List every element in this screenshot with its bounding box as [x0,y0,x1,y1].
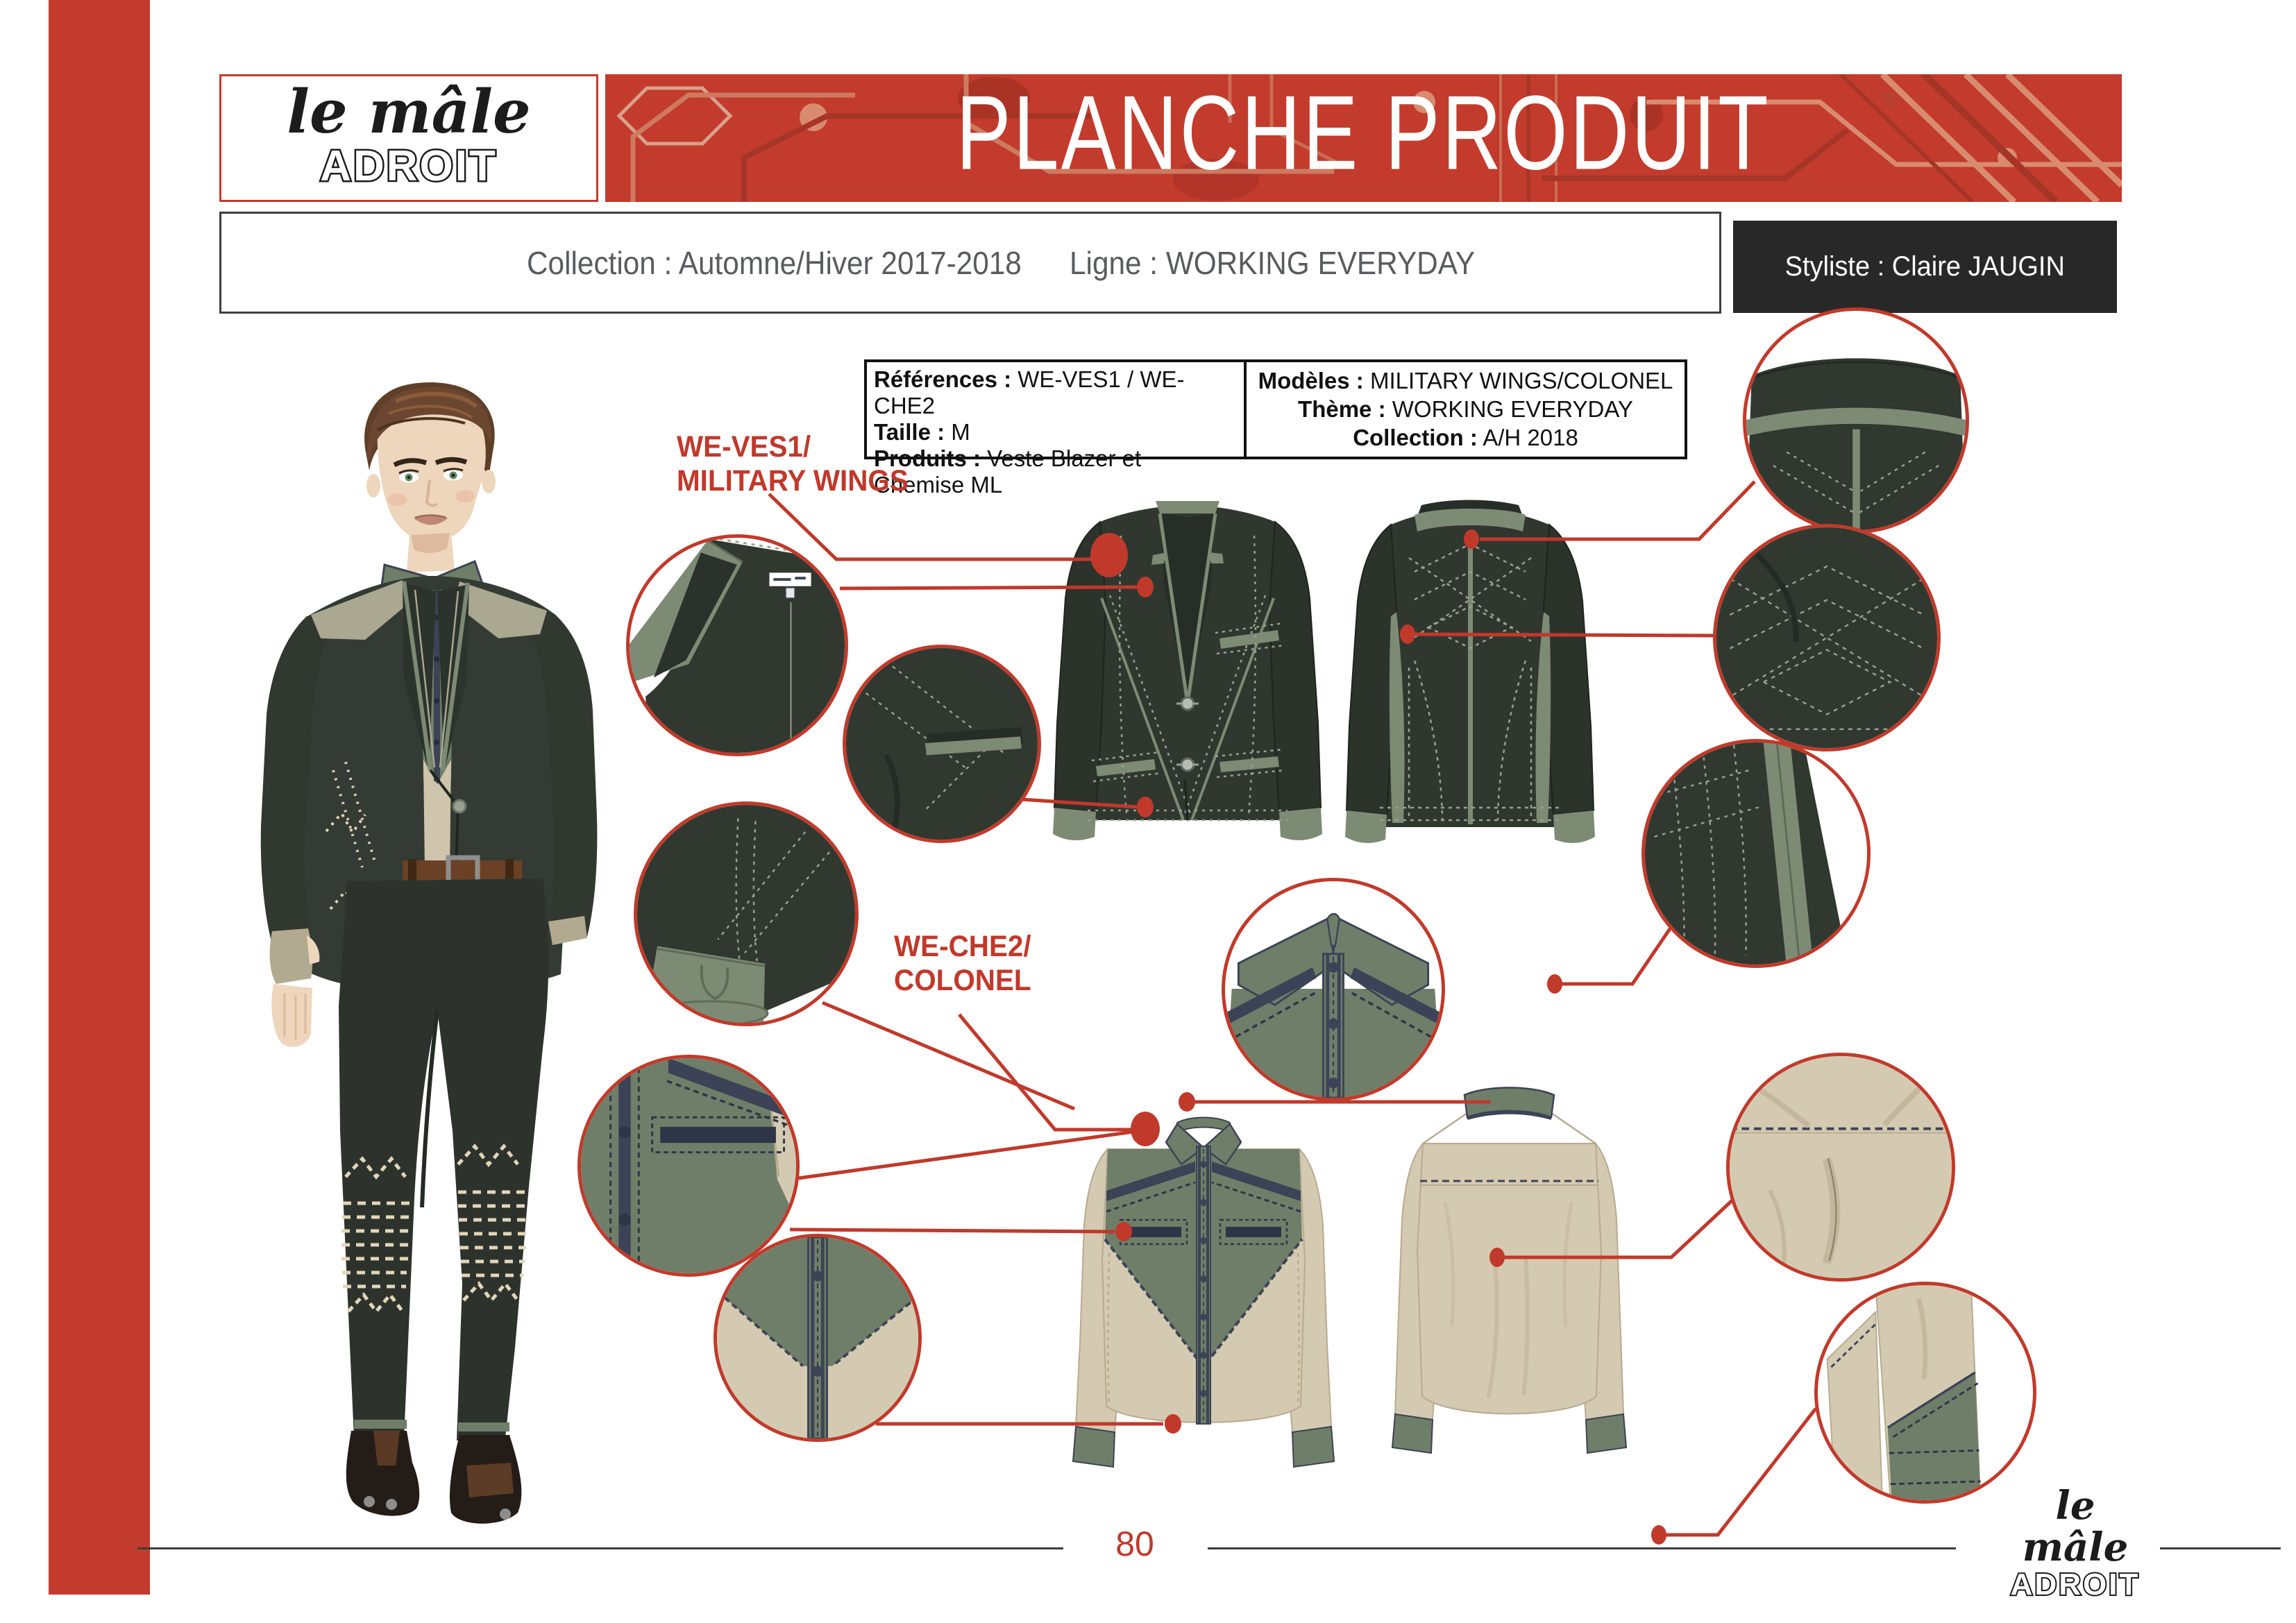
shirt-front-flat [1066,1080,1341,1486]
brand-logo-box [219,74,598,202]
stylist-box [1733,221,2117,313]
detail-circle-shirt-back-seam [1726,1053,1955,1282]
detail-circle-jacket-back-cuff [1641,739,1871,968]
ligne-text: Ligne : WORKING EVERYDAY [1070,244,1476,281]
jacket-ref-label: WE-VES1/ MILITARY WINGS [677,430,909,498]
detail-circle-jacket-back-quilting [1713,524,1941,751]
spec-table-left [867,362,1247,498]
detail-circle-shirt-pocket [577,1055,800,1277]
table-row: Taille : M [874,419,970,445]
detail-circle-shirt-cuff [1814,1282,2036,1504]
spec-table-right [1247,362,1685,457]
page-title: PLANCHE PRODUIT [956,74,1771,192]
table-row: Produits : Veste Blazer et Chemise ML [874,445,1142,498]
info-bar [219,212,1721,314]
blazer-front-flat [1038,494,1337,860]
detail-circle-jacket-pocket [843,645,1041,843]
brand-logo-script: le mâle [2022,1483,2129,1570]
brand-logo-caps: ADROIT [320,142,498,190]
left-accent-bar [49,0,150,1595]
spec-table [864,359,1687,498]
page-number: 80 [1115,1524,1154,1563]
footer-rule-left [137,1547,1063,1549]
detail-circle-shirt-collar [1222,878,1445,1101]
table-row: Modèles : MILITARY WINGS/COLONEL [1258,367,1673,393]
footer-rule-right [2160,1547,2281,1549]
brand-logo-script: le mâle [287,77,531,147]
table-row: Références : WE-VES1 / WE-CHE2 [874,366,1185,418]
blazer-back-flat [1331,494,1609,863]
footer-rule-mid [1208,1547,1956,1549]
table-row: Collection : A/H 2018 [1353,425,1578,451]
detail-circle-jacket-cuff [634,801,859,1026]
table-row: Thème : WORKING EVERYDAY [1298,396,1633,422]
header-banner [605,74,2122,202]
collection-text: Collection : Automne/Hiver 2017-2018 [527,244,1022,281]
shirt-back-flat [1390,1077,1629,1465]
stylist-text: Styliste : Claire JAUGIN [1784,251,2066,282]
brand-logo-footer [1999,1485,2152,1601]
detail-circle-jacket-lapel [626,534,848,756]
detail-circle-shirt-hem-placket [714,1234,922,1442]
shirt-ref-label: WE-CHE2/ COLONEL [894,930,1031,997]
detail-circle-jacket-back-collar [1743,307,1969,534]
model-illustration [229,382,632,1537]
brand-logo-caps: ADROIT [2010,1567,2141,1601]
